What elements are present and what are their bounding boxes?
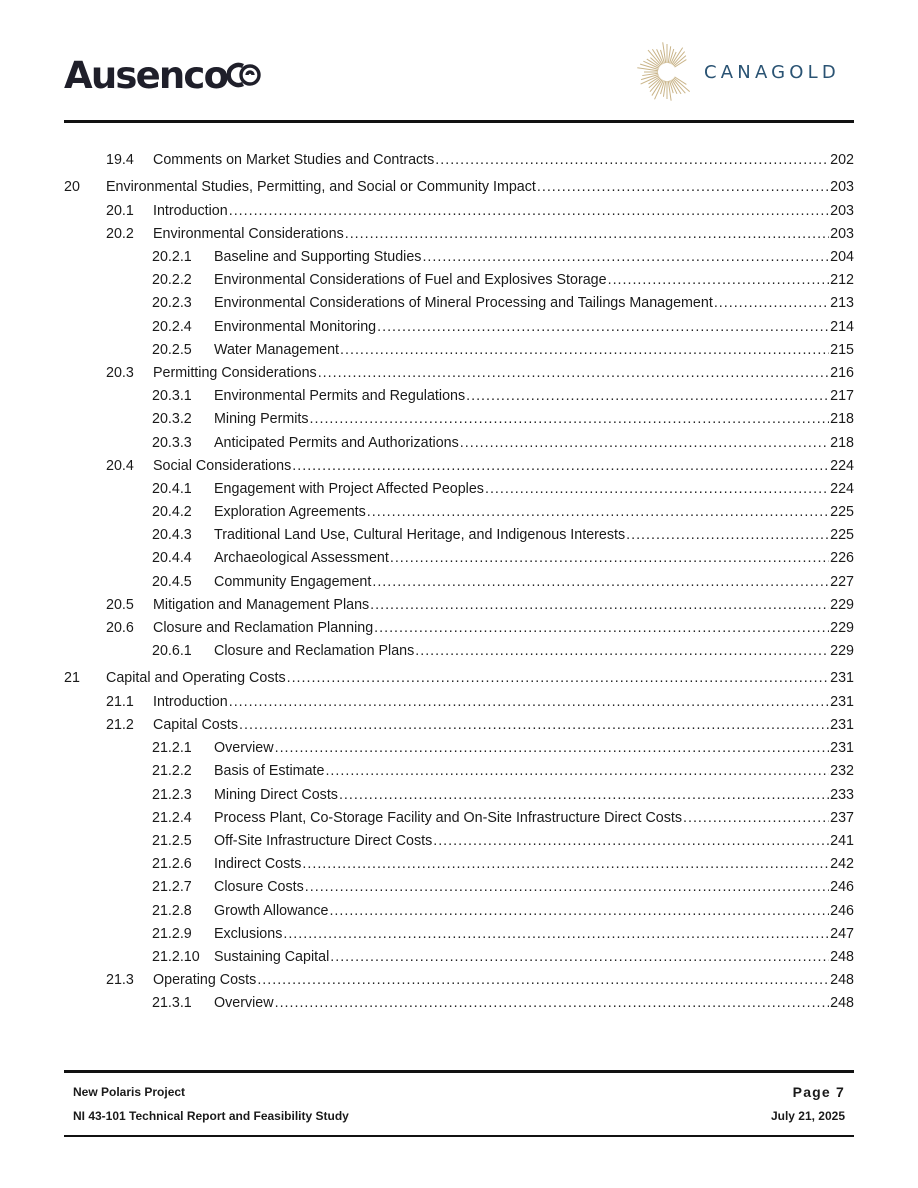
- toc-dot-leader: [339, 784, 829, 807]
- toc-entry[interactable]: [64, 478, 854, 501]
- toc-entry[interactable]: [64, 640, 854, 663]
- toc-entry-number: 20.4: [106, 457, 134, 474]
- toc-entry[interactable]: [64, 385, 854, 408]
- toc-entry-page: 242: [830, 856, 854, 873]
- toc-entry-page: 232: [830, 763, 854, 780]
- toc-dot-leader: [466, 385, 829, 408]
- toc-entry-page: 226: [830, 550, 854, 567]
- toc-entry-leader: [214, 246, 854, 269]
- toc-entry-leader: [153, 223, 854, 246]
- ausenco-logo: [64, 52, 265, 98]
- toc-entry-number: 21.3: [106, 972, 134, 989]
- ausenco-swirl-icon: [227, 60, 265, 90]
- toc-dot-leader: [318, 362, 829, 385]
- toc-entry-title: Capital Costs: [153, 717, 239, 734]
- toc-entry-leader: [214, 760, 854, 783]
- toc-entry-number: 21.1: [106, 693, 134, 710]
- toc-entry-leader: [214, 524, 854, 547]
- toc-entry-number: 20.6.1: [152, 643, 192, 660]
- toc-entry-leader: [214, 478, 854, 501]
- toc-entry-title: Closure Costs: [214, 879, 304, 896]
- toc-dot-leader: [435, 149, 829, 172]
- toc-entry-page: 224: [830, 457, 854, 474]
- toc-entry[interactable]: [64, 946, 854, 969]
- toc-entry-title: Introduction: [153, 693, 228, 710]
- footer-project: New Polaris Project: [73, 1085, 186, 1099]
- toc-entry-leader: [214, 853, 854, 876]
- toc-entry-title: Operating Costs: [153, 972, 257, 989]
- toc-entry-leader: [214, 807, 854, 830]
- toc-entry[interactable]: [64, 339, 854, 362]
- toc-entry-title: Introduction: [153, 202, 228, 219]
- toc-dot-leader: [683, 807, 829, 830]
- toc-entry-title: Sustaining Capital: [214, 948, 330, 965]
- toc-entry-title: Environmental Permits and Regulations: [214, 388, 466, 405]
- toc-entry-page: 248: [830, 948, 854, 965]
- canagold-logo-text: CANAGOLD: [704, 61, 840, 83]
- toc-entry-leader: [153, 691, 854, 714]
- toc-dot-leader: [330, 946, 829, 969]
- toc-entry-page: 248: [830, 972, 854, 989]
- toc-entry-leader: [214, 640, 854, 663]
- toc-entry-page: 215: [830, 341, 854, 358]
- toc-entry-title: Exploration Agreements: [214, 504, 366, 521]
- toc-entry-page: 203: [830, 225, 854, 242]
- toc-entry[interactable]: [64, 691, 854, 714]
- toc-entry[interactable]: [64, 714, 854, 737]
- toc-entry[interactable]: [64, 547, 854, 570]
- toc-entry-leader: [153, 969, 854, 992]
- toc-entry-leader: [214, 316, 854, 339]
- toc-entry-number: 20.4.3: [152, 527, 192, 544]
- toc-entry-page: 214: [830, 318, 854, 335]
- toc-entry-number: 20.3.2: [152, 411, 192, 428]
- toc-entry-page: 231: [830, 693, 854, 710]
- toc-entry-number: 20.6: [106, 620, 134, 637]
- footer-rule-bottom: [64, 1135, 854, 1137]
- toc-entry[interactable]: [64, 737, 854, 760]
- toc-entry[interactable]: [64, 269, 854, 292]
- toc-entry-number: 21.2.1: [152, 740, 192, 757]
- toc-entry-title: Environmental Studies, Permitting, and Social or Community Impact: [106, 178, 536, 195]
- toc-entry-page: 212: [830, 272, 854, 289]
- toc-entry-title: Growth Allowance: [214, 902, 329, 919]
- toc-entry-title: Social Considerations: [153, 457, 292, 474]
- toc-entry-title: Mitigation and Management Plans: [153, 596, 370, 613]
- toc-entry-title: Environmental Considerations of Fuel and Explosives Storage: [214, 272, 607, 289]
- toc-entry-leader: [214, 784, 854, 807]
- toc-dot-leader: [367, 501, 829, 524]
- toc-entry-page: 229: [830, 643, 854, 660]
- toc-entry-leader: [214, 900, 854, 923]
- toc-entry-page: 229: [830, 620, 854, 637]
- toc-entry-title: Community Engagement: [214, 573, 372, 590]
- footer-date: July 21, 2025: [770, 1109, 845, 1123]
- toc-entry[interactable]: [64, 594, 854, 617]
- toc-entry-page: 231: [830, 740, 854, 757]
- toc-entry[interactable]: [64, 362, 854, 385]
- toc-entry[interactable]: [64, 923, 854, 946]
- toc-entry-page: 216: [830, 364, 854, 381]
- toc-entry[interactable]: [64, 900, 854, 923]
- toc-dot-leader: [229, 691, 829, 714]
- toc-entry-number: 20.4.2: [152, 504, 192, 521]
- toc-entry-leader: [153, 594, 854, 617]
- toc-dot-leader: [422, 246, 829, 269]
- toc-dot-leader: [537, 176, 829, 199]
- toc-entry-leader: [153, 200, 854, 223]
- toc-entry-leader: [153, 362, 854, 385]
- toc-dot-leader: [329, 900, 829, 923]
- toc-entry-title: Process Plant, Co-Storage Facility and On-Site Infrastructure Direct Costs: [214, 809, 682, 826]
- toc-entry-number: 20.4.5: [152, 573, 192, 590]
- toc-entry-leader: [214, 923, 854, 946]
- canagold-sunburst-icon: [636, 41, 698, 103]
- toc-entry-page: 241: [830, 833, 854, 849]
- toc-entry-number: 20.3: [106, 364, 134, 381]
- toc-entry[interactable]: [64, 149, 854, 172]
- toc-entry-page: 233: [830, 786, 854, 803]
- toc-entry-leader: [214, 269, 854, 292]
- toc-entry-number: 21.2.9: [152, 925, 192, 942]
- toc-dot-leader: [345, 223, 829, 246]
- toc-entry-title: Water Management: [214, 341, 340, 358]
- toc-entry-leader: [214, 737, 854, 760]
- toc-entry[interactable]: [64, 524, 854, 547]
- toc-entry[interactable]: [64, 992, 854, 1015]
- toc-entry-page: 231: [830, 670, 854, 687]
- toc-entry[interactable]: [64, 408, 854, 431]
- toc-dot-leader: [239, 714, 829, 737]
- toc-entry[interactable]: [64, 853, 854, 876]
- toc-entry-number: 20.2: [106, 225, 134, 242]
- toc-entry-leader: [214, 408, 854, 431]
- toc-entry-leader: [214, 571, 854, 594]
- toc-entry-title: Exclusions: [214, 925, 283, 942]
- toc-dot-leader: [310, 408, 830, 431]
- toc-entry-page: 217: [830, 388, 854, 405]
- toc-entry-title: Overview: [214, 995, 274, 1012]
- toc-entry-page: 203: [830, 178, 854, 195]
- toc-entry-leader: [214, 547, 854, 570]
- toc-entry-page: 225: [830, 527, 854, 544]
- toc-entry-page: 246: [830, 879, 854, 896]
- toc-dot-leader: [302, 853, 829, 876]
- toc-entry-leader: [214, 876, 854, 899]
- toc-entry-leader: [214, 946, 854, 969]
- toc-entry-number: 20.2.5: [152, 341, 192, 358]
- toc-dot-leader: [292, 455, 829, 478]
- toc-dot-leader: [608, 269, 830, 292]
- toc-entry-leader: [153, 714, 854, 737]
- toc-entry-number: 19.4: [106, 152, 134, 168]
- toc-entry[interactable]: [64, 807, 854, 830]
- toc-entry-number: 20.2.1: [152, 249, 192, 266]
- toc-entry-number: 21.2.8: [152, 902, 192, 919]
- toc-entry-page: 231: [830, 717, 854, 734]
- toc-entry-leader: [153, 455, 854, 478]
- toc-entry[interactable]: [64, 246, 854, 269]
- toc-entry-leader: [106, 176, 854, 199]
- toc-dot-leader: [390, 547, 829, 570]
- toc-entry[interactable]: [64, 432, 854, 455]
- toc-dot-leader: [283, 923, 829, 946]
- header-rule: [64, 120, 854, 123]
- toc-entry-title: Comments on Market Studies and Contracts: [153, 152, 435, 168]
- toc-dot-leader: [325, 760, 829, 783]
- toc-dot-leader: [372, 571, 829, 594]
- toc-entry[interactable]: [64, 667, 854, 690]
- toc-entry-number: 21.2.5: [152, 833, 192, 849]
- toc-entry-title: Environmental Considerations of Mineral Processing and Tailings Management: [214, 295, 713, 312]
- toc-entry[interactable]: [64, 455, 854, 478]
- toc-entry-page: 213: [830, 295, 854, 312]
- toc-dot-leader: [626, 524, 829, 547]
- toc-entry-title: Baseline and Supporting Studies: [214, 249, 422, 266]
- toc-entry-number: 21.2.3: [152, 786, 192, 803]
- toc-dot-leader: [374, 617, 829, 640]
- toc-entry-title: Basis of Estimate: [214, 763, 325, 780]
- table-of-contents: [64, 149, 854, 1016]
- toc-entry-number: 21.3.1: [152, 995, 192, 1012]
- toc-entry-title: Closure and Reclamation Planning: [153, 620, 374, 637]
- toc-entry-leader: [214, 501, 854, 524]
- footer-page-number: Page 7: [792, 1084, 845, 1100]
- toc-entry[interactable]: [64, 176, 854, 199]
- toc-entry-number: 20.5: [106, 596, 134, 613]
- toc-entry-title: Anticipated Permits and Authorizations: [214, 434, 459, 451]
- footer-rule-top: [64, 1070, 854, 1073]
- toc-entry-title: Capital and Operating Costs: [106, 670, 286, 687]
- toc-entry-page: 248: [830, 995, 854, 1012]
- toc-entry-number: 21.2.2: [152, 763, 192, 780]
- toc-entry-title: Environmental Considerations: [153, 225, 344, 242]
- ausenco-logo-text: Ausenco: [64, 53, 228, 97]
- toc-entry[interactable]: [64, 501, 854, 524]
- toc-entry[interactable]: [64, 617, 854, 640]
- toc-entry-number: 20.3.1: [152, 388, 192, 405]
- toc-entry-title: Indirect Costs: [214, 856, 302, 873]
- toc-entry-page: 229: [830, 596, 854, 613]
- toc-entry-page: 202: [830, 152, 854, 168]
- toc-entry-title: Archaeological Assessment: [214, 550, 389, 567]
- toc-entry-title: Off-Site Infrastructure Direct Costs: [214, 833, 433, 849]
- toc-dot-leader: [377, 316, 829, 339]
- toc-entry-leader: [153, 617, 854, 640]
- toc-entry-page: 247: [830, 925, 854, 942]
- toc-dot-leader: [257, 969, 829, 992]
- toc-entry-page: 218: [830, 434, 854, 451]
- toc-entry-leader: [153, 149, 854, 172]
- canagold-logo: [636, 40, 840, 104]
- toc-entry-title: Environmental Monitoring: [214, 318, 377, 335]
- toc-entry-page: 237: [830, 809, 854, 826]
- toc-entry-leader: [214, 830, 854, 853]
- toc-entry[interactable]: [64, 969, 854, 992]
- toc-entry-page: 218: [830, 411, 854, 428]
- toc-entry-page: 224: [830, 480, 854, 497]
- toc-entry-number: 21.2.6: [152, 856, 192, 873]
- toc-entry[interactable]: [64, 316, 854, 339]
- toc-entry-number: 20: [64, 178, 80, 195]
- toc-entry-leader: [214, 992, 854, 1015]
- toc-entry-leader: [214, 292, 854, 315]
- toc-entry-leader: [106, 667, 854, 690]
- toc-dot-leader: [415, 640, 829, 663]
- toc-entry-title: Mining Direct Costs: [214, 786, 338, 803]
- toc-entry-number: 21.2.7: [152, 879, 192, 896]
- toc-entry[interactable]: [64, 830, 854, 853]
- toc-dot-leader: [229, 200, 829, 223]
- toc-dot-leader: [370, 594, 829, 617]
- toc-entry-page: 246: [830, 902, 854, 919]
- toc-entry-number: 21.2.10: [152, 948, 200, 965]
- toc-dot-leader: [433, 830, 829, 853]
- toc-dot-leader: [485, 478, 829, 501]
- toc-entry-page: 204: [830, 249, 854, 266]
- toc-entry-page: 227: [830, 573, 854, 590]
- toc-entry-title: Traditional Land Use, Cultural Heritage, and Indigenous Interests: [214, 527, 626, 544]
- toc-entry-number: 21: [64, 670, 80, 687]
- footer-report-title: NI 43-101 Technical Report and Feasibility Study: [73, 1109, 349, 1123]
- toc-dot-leader: [714, 292, 829, 315]
- toc-entry[interactable]: [64, 223, 854, 246]
- toc-entry-number: 20.2.2: [152, 272, 192, 289]
- toc-dot-leader: [340, 339, 829, 362]
- toc-entry[interactable]: [64, 292, 854, 315]
- toc-dot-leader: [275, 737, 830, 760]
- toc-entry-title: Mining Permits: [214, 411, 309, 428]
- toc-entry-number: 20.3.3: [152, 434, 192, 451]
- toc-entry[interactable]: [64, 200, 854, 223]
- toc-entry-title: Closure and Reclamation Plans: [214, 643, 415, 660]
- toc-entry[interactable]: [64, 760, 854, 783]
- toc-entry-number: 21.2: [106, 717, 134, 734]
- toc-entry-number: 20.4.4: [152, 550, 192, 567]
- toc-entry-number: 21.2.4: [152, 809, 192, 826]
- toc-entry-page: 203: [830, 202, 854, 219]
- toc-entry-number: 20.2.3: [152, 295, 192, 312]
- toc-entry-leader: [214, 432, 854, 455]
- toc-entry-leader: [214, 385, 854, 408]
- toc-dot-leader: [275, 992, 830, 1015]
- toc-entry-title: Engagement with Project Affected Peoples: [214, 480, 484, 497]
- toc-entry[interactable]: [64, 876, 854, 899]
- toc-entry-number: 20.4.1: [152, 480, 192, 497]
- toc-entry-leader: [214, 339, 854, 362]
- toc-entry-number: 20.1: [106, 202, 134, 219]
- toc-entry-title: Permitting Considerations: [153, 364, 317, 381]
- toc-entry[interactable]: [64, 571, 854, 594]
- toc-entry-number: 20.2.4: [152, 318, 192, 335]
- toc-dot-leader: [287, 667, 830, 690]
- toc-dot-leader: [305, 876, 829, 899]
- toc-entry-page: 225: [830, 504, 854, 521]
- toc-entry[interactable]: [64, 784, 854, 807]
- toc-entry-title: Overview: [214, 740, 274, 757]
- toc-dot-leader: [460, 432, 829, 455]
